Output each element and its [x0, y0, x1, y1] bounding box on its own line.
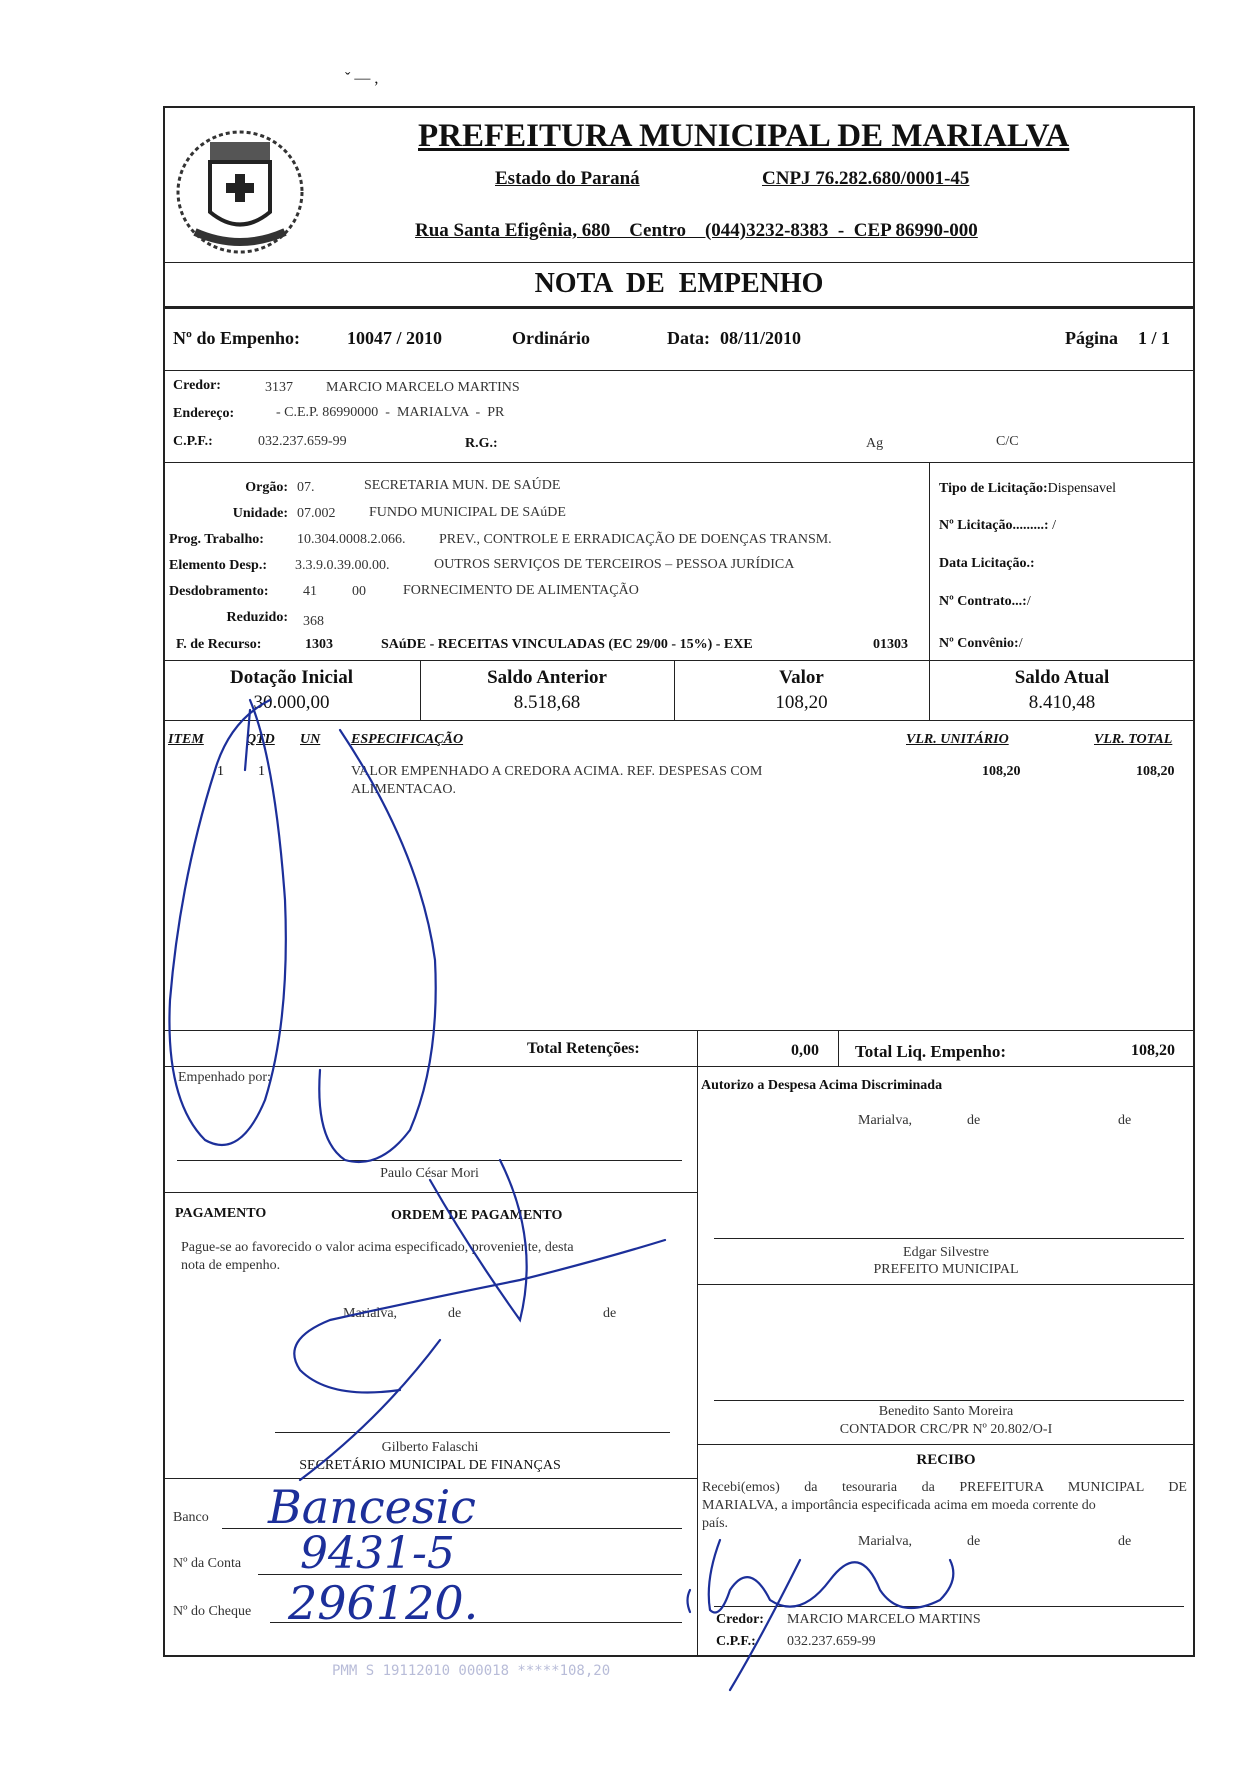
pagamento-city: Marialva,: [343, 1306, 398, 1321]
autorizo-title: Autorizo a Despesa Acima Discriminada: [701, 1078, 943, 1093]
address-label: Endereço:: [173, 406, 235, 421]
orgao-code: 07.: [297, 480, 315, 495]
valor-label: Valor: [779, 667, 824, 688]
col-qtd: QTD: [246, 732, 275, 747]
prog-label: Prog. Trabalho:: [169, 532, 264, 547]
empenho-number: 10047 / 2010: [347, 328, 443, 348]
table-row-qtd: 1: [258, 764, 265, 779]
prefeito-name: Edgar Silvestre: [903, 1245, 989, 1260]
unidade-desc: FUNDO MUNICIPAL DE SAúDE: [369, 505, 566, 520]
orgao-desc: SECRETARIA MUN. DE SAÚDE: [364, 478, 561, 493]
elemento-desc: OUTROS SERVIÇOS DE TERCEIROS – PESSOA JURÍDICA: [434, 557, 795, 572]
cheque-value: 296120.: [288, 1576, 479, 1630]
desdobramento-sub: 00: [352, 584, 366, 599]
tipo-licitacao-label: Tipo de Licitação:: [939, 481, 1048, 496]
contrato-label: Nº Contrato...:: [939, 594, 1027, 609]
table-row-desc: VALOR EMPENHADO A CREDORA ACIMA. REF. DESPESAS COM: [351, 764, 763, 779]
empenhado-label: Empenhado por:: [178, 1070, 271, 1085]
page-label: Página: [1065, 328, 1119, 348]
doc-title: NOTA DE EMPENHO: [534, 268, 824, 299]
col-especificacao: ESPECIFICAÇÃO: [351, 732, 464, 747]
secretario-name: Gilberto Falaschi: [381, 1440, 479, 1455]
empenho-type: Ordinário: [512, 328, 591, 348]
pagamento-text-cont: nota de empenho.: [181, 1258, 281, 1273]
credor-name: MARCIO MARCELO MARTINS: [326, 380, 520, 395]
recibo-credor-name: MARCIO MARCELO MARTINS: [787, 1612, 981, 1627]
recibo-title: RECIBO: [916, 1452, 976, 1468]
desdobramento-desc: FORNECIMENTO DE ALIMENTAÇÃO: [403, 583, 639, 598]
secretario-role: SECRETÁRIO MUNICIPAL DE FINANÇAS: [299, 1458, 561, 1473]
valor-value: 108,20: [775, 692, 828, 713]
data-licitacao-label: Data Licitação.:: [939, 556, 1035, 571]
date-label: Data:: [667, 328, 710, 348]
col-vlr-total: VLR. TOTAL: [1094, 732, 1173, 747]
elemento-code: 3.3.9.0.39.00.00.: [295, 558, 390, 573]
banco-label: Banco: [173, 1510, 209, 1525]
orgao-label: Orgão:: [245, 480, 288, 495]
dotacao-inicial-value: 30.000,00: [253, 692, 330, 713]
credor-code: 3137: [265, 380, 293, 395]
numero-licitacao-label: Nº Licitação.........:: [939, 518, 1049, 533]
tipo-licitacao-value: Dispensavel: [1047, 481, 1117, 496]
prog-code: 10.304.0008.2.066.: [297, 532, 406, 547]
credor-label: Credor:: [173, 378, 221, 393]
table-row-unit: 108,20: [982, 764, 1021, 779]
col-vlr-unitario: VLR. UNITÁRIO: [906, 732, 1009, 747]
col-item: ITEM: [168, 732, 204, 747]
unidade-label: Unidade:: [232, 506, 288, 521]
desdobramento-code: 41: [303, 584, 317, 599]
recibo-de2: de: [1118, 1534, 1132, 1549]
empenho-number-label: Nº do Empenho:: [173, 328, 300, 348]
unidade-code: 07.002: [297, 506, 336, 521]
recibo-city: Marialva,: [858, 1534, 913, 1549]
dotacao-inicial-label: Dotação Inicial: [230, 667, 353, 688]
pagamento-label: PAGAMENTO: [175, 1206, 267, 1221]
recibo-text-end: país.: [702, 1516, 729, 1531]
elemento-label: Elemento Desp.:: [169, 558, 267, 573]
page-marks: ˇ — ,: [345, 70, 379, 87]
retencoes-value: 0,00: [791, 1042, 819, 1059]
recibo-credor-label: Credor:: [716, 1612, 764, 1627]
date-value: 08/11/2010: [720, 328, 802, 348]
liq-label: Total Liq. Empenho:: [855, 1042, 1006, 1061]
credor-cpf: 032.237.659-99: [258, 434, 347, 449]
pagamento-de1: de: [448, 1306, 462, 1321]
liq-value: 108,20: [1131, 1042, 1175, 1059]
recurso-label: F. de Recurso:: [176, 637, 262, 652]
saldo-anterior-value: 8.518,68: [513, 692, 581, 713]
footer-stamp: PMM S 19112010 000018 *****108,20: [332, 1663, 611, 1679]
autorizo-de1: de: [967, 1113, 981, 1128]
saldo-atual-label: Saldo Atual: [1014, 667, 1110, 688]
cheque-label: Nº do Cheque: [173, 1604, 252, 1619]
pagamento-text: Pague-se ao favorecido o valor acima especificado, proveniente, desta: [181, 1240, 574, 1255]
autorizo-de2: de: [1118, 1113, 1132, 1128]
recurso-desc: SAúDE - RECEITAS VINCULADAS (EC 29/00 - 15%) - EXE: [381, 637, 753, 652]
table-row-desc-cont: ALIMENTACAO.: [351, 782, 457, 797]
address-line: Rua Santa Efigênia, 680 Centro (044)3232-8383 - CEP 86990-000: [415, 220, 978, 241]
cnpj-label: CNPJ 76.282.680/0001-45: [762, 168, 970, 189]
cc-label: C/C: [996, 434, 1019, 449]
contador-name: Benedito Santo Moreira: [878, 1404, 1014, 1419]
autorizo-city: Marialva,: [858, 1113, 913, 1128]
conta-label: Nº da Conta: [173, 1556, 242, 1571]
empenhado-name: Paulo César Mori: [380, 1166, 479, 1181]
table-row-total: 108,20: [1136, 764, 1175, 779]
ordem-pagamento-label: ORDEM DE PAGAMENTO: [391, 1208, 563, 1223]
banco-value: Bancesic: [268, 1480, 476, 1534]
recibo-cpf-value: 032.237.659-99: [787, 1634, 876, 1649]
conta-value: 9431-5: [300, 1528, 455, 1579]
recibo-text-cont: MARIALVA, a importância especificada acima em moeda corrente do: [702, 1498, 1096, 1513]
saldo-anterior-label: Saldo Anterior: [487, 667, 607, 688]
pagamento-de2: de: [603, 1306, 617, 1321]
saldo-atual-value: 8.410,48: [1028, 692, 1096, 713]
recurso-code: 1303: [305, 637, 333, 652]
table-row-item: 1: [217, 764, 224, 779]
recibo-cpf-label: C.P.F.:: [716, 1634, 756, 1649]
prog-desc: PREV., CONTROLE E ERRADICAÇÃO DE DOENÇAS TRANSM.: [439, 532, 832, 547]
prefeito-role: PREFEITO MUNICIPAL: [873, 1262, 1019, 1277]
state-label: Estado do Paraná: [495, 168, 640, 189]
page-title: PREFEITURA MUNICIPAL DE MARIALVA: [418, 118, 1070, 154]
rg-label: R.G.:: [465, 436, 498, 451]
retencoes-label: Total Retenções:: [527, 1040, 640, 1057]
credor-address: - C.E.P. 86990000 - MARIALVA - PR: [276, 405, 505, 420]
desdobramento-label: Desdobramento:: [169, 584, 269, 599]
convenio-value: /: [1018, 636, 1023, 651]
contador-role: CONTADOR CRC/PR Nº 20.802/O-I: [839, 1422, 1053, 1437]
cpf-label: C.P.F.:: [173, 434, 213, 449]
numero-licitacao-value: /: [1052, 518, 1056, 533]
contrato-value: /: [1026, 594, 1031, 609]
recibo-de1: de: [967, 1534, 981, 1549]
ag-label: Ag: [866, 436, 884, 451]
recibo-text: Recebi(emos) da tesouraria da PREFEITURA MUNICIPAL DE: [702, 1480, 1187, 1495]
page-number: 1 / 1: [1138, 328, 1171, 348]
reduzido-label: Reduzido:: [226, 610, 288, 625]
recurso-number: 01303: [873, 637, 908, 652]
convenio-label: Nº Convênio:: [939, 636, 1019, 651]
col-un: UN: [300, 732, 321, 747]
reduzido-value: 368: [303, 614, 324, 629]
